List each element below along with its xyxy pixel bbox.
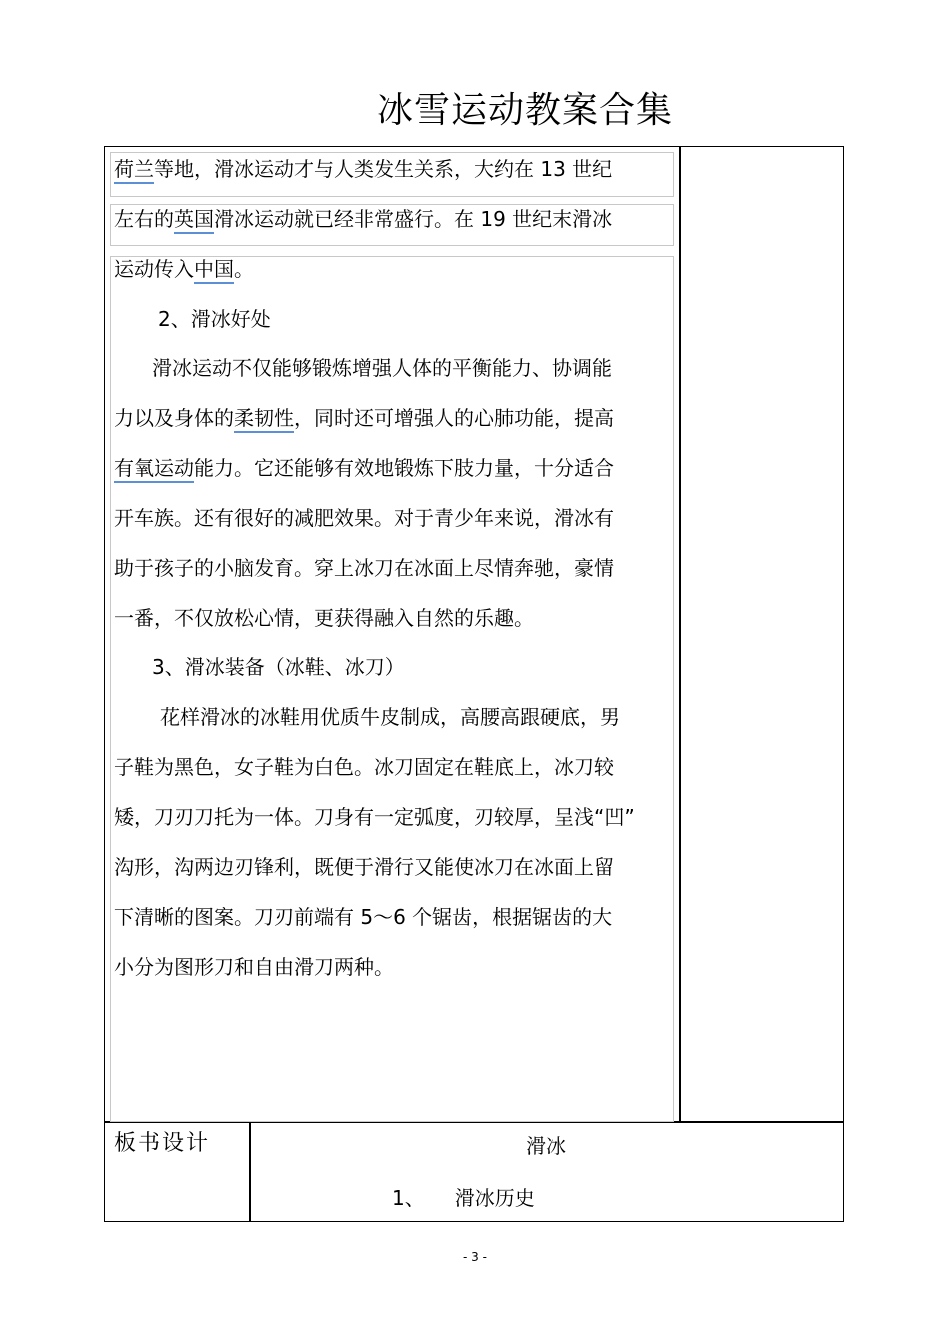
board-label-divider bbox=[249, 1121, 251, 1222]
text-line: 沟形，沟两边刃锋利，既便于滑行又能使冰刀在冰面上留 bbox=[114, 855, 614, 879]
text-line: 有氧运动能力。它还能够有效地锻炼下肢力量，十分适合 bbox=[114, 454, 614, 482]
text-line: 花样滑冰的冰鞋用优质牛皮制成，高腰高跟硬底，男 bbox=[160, 705, 620, 729]
text-frame-3 bbox=[110, 256, 674, 1122]
text-line: 助于孩子的小脑发育。穿上冰刀在冰面上尽情奔驰，豪情 bbox=[114, 556, 614, 580]
board-design-item: 1、 滑冰历史 bbox=[392, 1186, 535, 1210]
column-divider bbox=[679, 146, 681, 1122]
underlined-term: 中国 bbox=[194, 257, 234, 284]
underlined-term: 有氧运动 bbox=[114, 456, 194, 483]
text-line: 子鞋为黑色，女子鞋为白色。冰刀固定在鞋底上，冰刀较 bbox=[114, 755, 614, 779]
text-line: 下清晰的图案。刀刃前端有 5～6 个锯齿，根据锯齿的大 bbox=[114, 905, 613, 929]
text-line: 开车族。还有很好的减肥效果。对于青少年来说，滑冰有 bbox=[114, 506, 614, 530]
section-heading: 2、滑冰好处 bbox=[158, 307, 271, 331]
text-line: 滑冰运动不仅能够锻炼增强人体的平衡能力、协调能 bbox=[152, 356, 612, 380]
text-line: 左右的英国滑冰运动就已经非常盛行。在 19 世纪末滑冰 bbox=[114, 205, 612, 233]
underlined-term: 英国 bbox=[174, 207, 214, 234]
text-line: 力以及身体的柔韧性，同时还可增强人的心肺功能，提高 bbox=[114, 404, 614, 432]
text-line: 一番，不仅放松心情，更获得融入自然的乐趣。 bbox=[114, 606, 534, 630]
text-line: 矮，刀刃刀托为一体。刀身有一定弧度，刃较厚，呈浅“凹” bbox=[114, 805, 635, 829]
page-number: - 3 - bbox=[463, 1250, 487, 1264]
section-heading: 3、滑冰装备（冰鞋、冰刀） bbox=[152, 655, 405, 679]
text-line: 荷兰等地，滑冰运动才与人类发生关系，大约在 13 世纪 bbox=[114, 155, 612, 183]
text-line: 小分为图形刀和自由滑刀两种。 bbox=[114, 955, 394, 979]
underlined-term: 荷兰 bbox=[114, 157, 154, 184]
board-design-label: 板书设计 bbox=[114, 1131, 211, 1156]
page-title: 冰雪运动教案合集 bbox=[376, 90, 673, 131]
underlined-term: 柔韧性 bbox=[234, 406, 294, 433]
board-design-title: 滑冰 bbox=[526, 1134, 566, 1158]
text-line: 运动传入中国。 bbox=[114, 255, 254, 283]
